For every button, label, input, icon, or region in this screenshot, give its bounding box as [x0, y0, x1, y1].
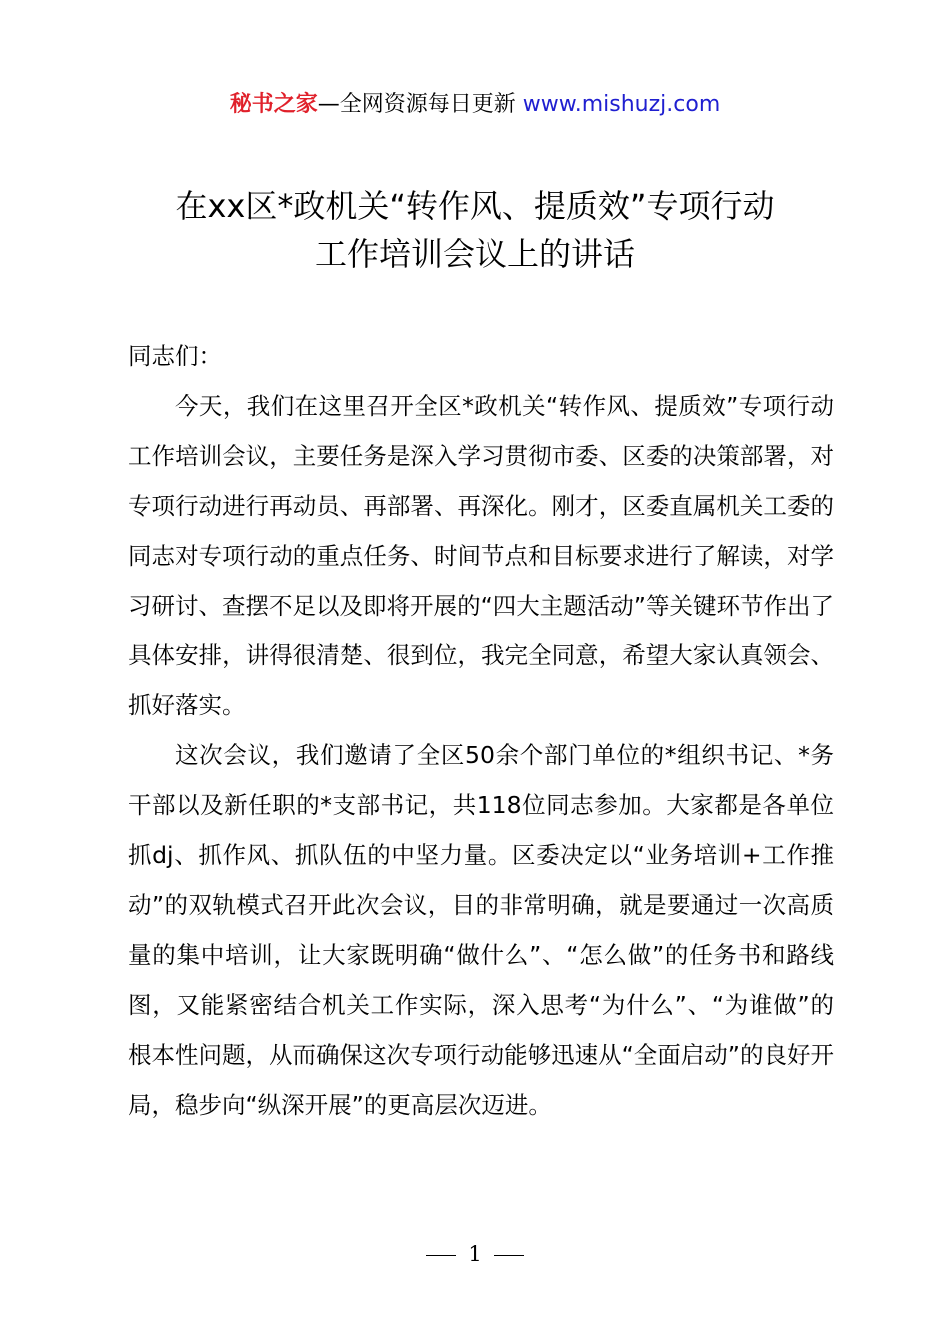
site-header: [0, 88, 950, 122]
title-line-2: 工作培训会议上的讲话: [314, 235, 635, 273]
title-line-1: 在xx区*政机关“转作风、提质效”专项行动: [175, 187, 775, 225]
site-brand: 秘书之家: [229, 92, 318, 117]
page-number-right-dash: [494, 1255, 524, 1256]
document-body: [128, 332, 834, 1131]
page-footer: [0, 1240, 950, 1268]
paragraph-1: 今天，我们在这里召开全区*政机关“转作风、提质效”专项行动工作培训会议，主要任务是深入学习贯彻市委、区委的决策部署，对专项行动进行再动员、再部署、再深化。刚才，区委直属机关工委的同志对专项行动的重点任务、时间节点和目标要求进行了解读，对学习研讨、查摆不足以及即将开展的“四大主题活动”等关键环节作出了具体安排，讲得很清楚、很到位，我完全同意，希望大家认真领会、抓好落实。: [128, 391, 834, 720]
site-slogan: —全网资源每日更新: [317, 92, 516, 117]
salutation: 同志们：: [128, 342, 222, 370]
paragraph-2: 这次会议，我们邀请了全区50余个部门单位的*组织书记、*务干部以及新任职的*支部书记，共118位同志参加。大家都是各单位抓dj、抓作风、抓队伍的中坚力量。区委决定以“业务培训+工作推动”的双轨模式召开此次会议，目的非常明确，就是要通过一次高质量的集中培训，让大家既明确“做什么”、“怎么做”的任务书和路线图，又能紧密结合机关工作实际，深入思考“为什么”、“为谁做”的根本性问题，从而确保这次专项行动能够迅速从“全面启动”的良好开局，稳步向“纵深开展”的更高层次迈进。: [128, 741, 834, 1119]
site-url-link[interactable]: www.mishuzj.com: [522, 92, 721, 117]
document-title: [0, 182, 950, 278]
page-number: 1: [468, 1242, 482, 1266]
page-number-left-dash: [426, 1255, 456, 1256]
